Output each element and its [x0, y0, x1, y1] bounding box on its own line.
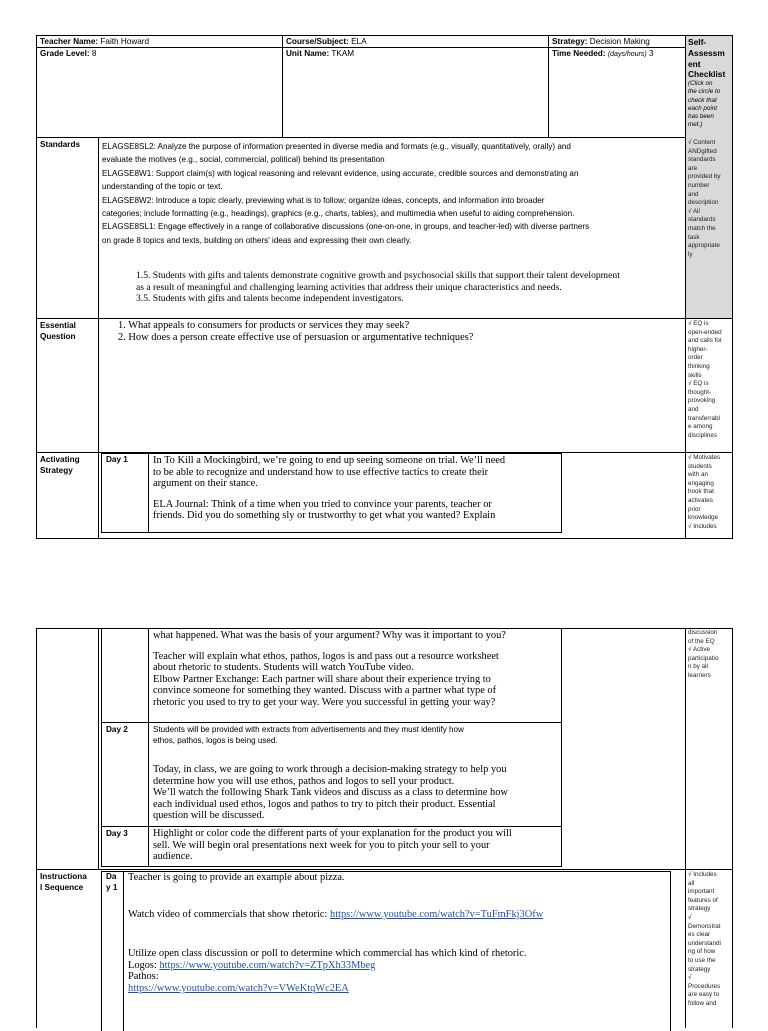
day-2-text: Today, in class, we are going to work through a decision-making strategy to help you determine how you will use ethos, pathos and logos to sell your product. We’ll watch the following Shark Tank videos and discuss as a class to determine how each individual used ethos, logos and pathos to try to pitch their product. Essential question will be discussed.: [153, 764, 508, 822]
standards-checklist: √ Content ANDgifted standards are provided by number and description √ All standards match the task appropriate ly: [688, 139, 721, 258]
grade-level: Grade Level: 8: [40, 49, 97, 58]
time-needed: Time Needed: (days/hours) 3: [552, 49, 654, 58]
instr-day-1-label: Da y 1: [106, 872, 118, 892]
day-1-activating-text: In To Kill a Mockingbird, we’re going to end up seeing someone on trial. We’ll need to be able to recognize and understand how to use effective tactics to create their argument on their stance. ELA Journal: Think of a time when you tried to convince your parents, teacher or friends. Did you do something sly or trustworthy to get what you wanted? Explain: [153, 455, 506, 522]
instr-day-1-text: Teacher is going to provide an example about pizza.: [128, 872, 345, 883]
instr-poll-text: Utilize open class discussion or poll to determine which commercial has which kind of rhetoric. Logos: https://www.youtube.com/watch?v=ZTpXh33Mbeg Pathos: https://www.youtube.com/watch?v=VWeKtqWc2EA: [128, 948, 527, 994]
essential-question-label: Essential Question: [40, 321, 76, 341]
day-3-text: Highlight or color code the different parts of your explanation for the product you will sell. We will begin oral presentations next week for you to pitch your sell to your audience.: [153, 828, 512, 863]
instructional-sequence-label: Instructiona l Sequence: [40, 872, 87, 892]
standards-text: ELAGSE8SL2: Analyze the purpose of information presented in diverse media and formats (e.g., visually, quantitatively, orally) and evaluate the motives (e.g., social, commercial, political) behind its presentation ELAGSE8W1: Support claim(s) with logical reasoning and relevant evidence, using accurate, credible sources and demonstrating an understanding of the topic or text. ELAGSE8W2: Introduce a topic clearly, previewing what is to follow; organize ideas, concepts, and information into broader categories; include formatting (e.g., headings), graphics (e.g., charts, tables), and multimedia when useful to aiding comprehension. ELAGSE8SL1: Engage effectively in a range of collaborative discussions (one-on-one, in groups, and teacher-led) with diverse partners on grade 8 topics and texts, building on others' ideas and expressing their own clearly.: [102, 142, 590, 245]
strategy: Strategy: Decision Making: [552, 37, 650, 46]
day-1-label: Day 1: [106, 455, 128, 464]
day-3-label: Day 3: [106, 829, 128, 838]
day-1-activating-cont: what happened. What was the basis of your argument? Why was it important to you? Teacher will explain what ethos, pathos, logos is and pass out a resource worksheet about rhetoric to students. Students will watch YouTube video. Elbow Partner Exchange: Each partner will share about their experience trying to convince someone for something they wanted. Discuss with a partner what type of rhetoric you used to try to get your way. Were you successful in getting your way?: [153, 630, 506, 708]
day-2-summary: Students will be provided with extracts from advertisements and they must identify how ethos, pathos, logos is being used.: [153, 725, 464, 746]
pathos-video-link[interactable]: https://www.youtube.com/watch?v=VWeKtqWc2EA: [128, 982, 349, 994]
page-2: [0, 628, 768, 1024]
day-2-label: Day 2: [106, 725, 128, 734]
instructional-checklist: √ Includes all important features of strategy √ Demonstrat es clear understandi ng of how to use the strategy √ Procedures are easy to follow and: [688, 871, 721, 1007]
essential-questions: 1. What appeals to consumers for products or services they may seek? 2. How does a person create effective use of persuasion or argumentative techniques?: [118, 320, 474, 343]
commercials-video-line: Watch video of commercials that show rhetoric: https://www.youtube.com/watch?v=TuFmFkj3Ofw: [128, 909, 544, 920]
logos-video-link[interactable]: https://www.youtube.com/watch?v=ZTpXh33Mbeg: [159, 959, 376, 971]
gifted-standards: 1.5. Students with gifts and talents demonstrate cognitive growth and psychosocial skills that support their talent development as a result of meaningful and challenging learning activities that address their unique characteristics and needs. 3.5. Students with gifts and talents become independent investigators.: [136, 270, 620, 305]
teacher-name: Teacher Name: Faith Howard: [40, 37, 150, 46]
course-subject: Course/Subject: ELA: [286, 37, 367, 46]
unit-name: Unit Name: TKAM: [286, 49, 355, 58]
commercials-video-link[interactable]: https://www.youtube.com/watch?v=TuFmFkj3Ofw: [330, 909, 544, 920]
activating-strategy-label: Activating Strategy: [40, 455, 80, 475]
standards-label: Standards: [40, 140, 81, 149]
self-assessment-checklist-title: Self- Assessm ent Checklist (Click on the circle to check that each point has been met.): [688, 37, 726, 129]
activating-checklist-cont: discussion of the EQ √ Active participatio n by all learners: [688, 629, 719, 679]
activating-checklist: √ Motivates students with an engaging hook that activates prior knowledge √ Includes: [688, 454, 721, 530]
essential-checklist: √ EQ is open-ended and calls for higher- order thinking skills √ EQ is thought- provoking and transferrabl e among disciplines: [688, 320, 722, 439]
